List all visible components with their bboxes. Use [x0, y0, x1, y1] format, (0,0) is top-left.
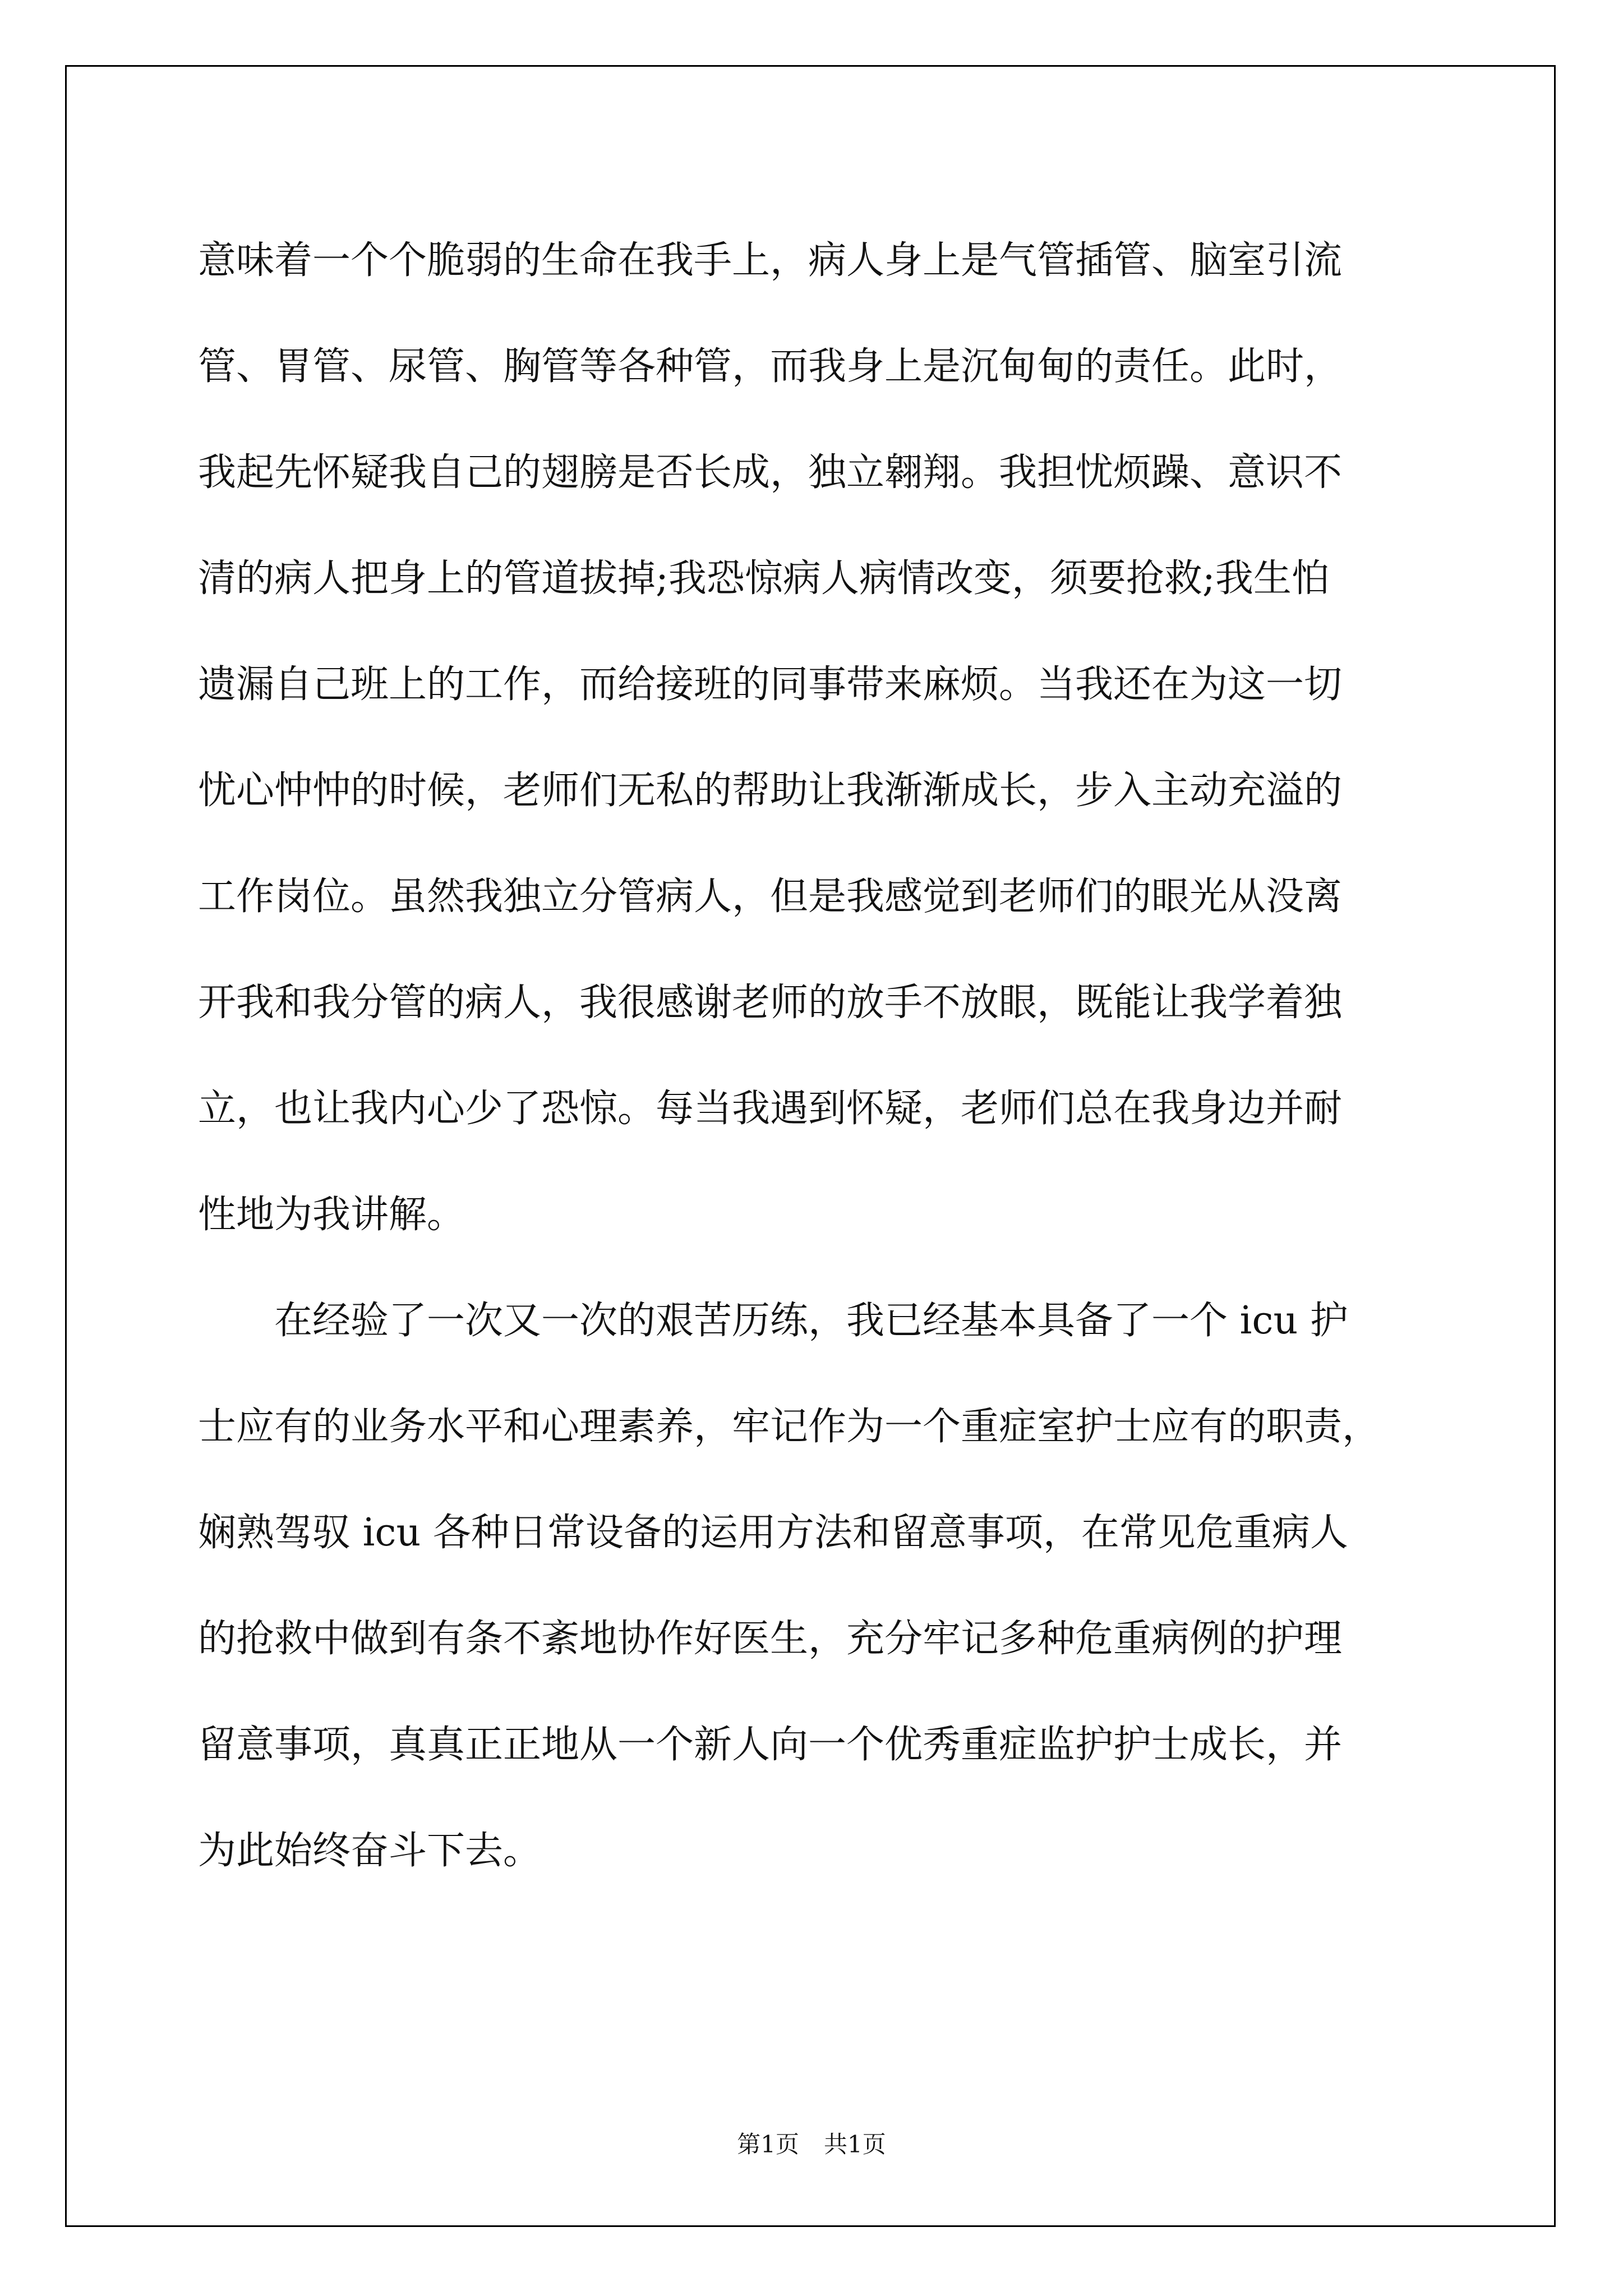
text-line: 娴熟驾驭 icu 各种日常设备的运用方法和留意事项，在常见危重病人 [198, 1511, 1348, 1555]
text-line: 遗漏自己班上的工作，而给接班的同事带来麻烦。当我还在为这一切 [198, 662, 1343, 707]
text-line: 为此始终奋斗下去。 [198, 1829, 542, 1873]
document-body [198, 208, 1460, 1904]
page-total: 共1页 [824, 2131, 886, 2158]
text-line: 清的病人把身上的管道拔掉;我恐惊病人病情改变，须要抢救;我生怕 [198, 556, 1330, 601]
text-line: 性地为我讲解。 [198, 1193, 465, 1237]
text-line: 意味着一个个脆弱的生命在我手上，病人身上是气管插管、脑室引流 [198, 238, 1343, 283]
text-line: 忧心忡忡的时候，老师们无私的帮助让我渐渐成长，步入主动充溢的 [198, 769, 1343, 813]
text-line: 立，也让我内心少了恐惊。每当我遇到怀疑，老师们总在我身边并耐 [198, 1087, 1343, 1131]
text-line: 士应有的业务水平和心理素养，牢记作为一个重症室护士应有的职责， [198, 1405, 1381, 1449]
text-line: 的抢救中做到有条不紊地协作好医生，充分牢记多种危重病例的护理 [198, 1617, 1343, 1661]
page-footer [0, 2126, 1623, 2160]
text-line: 我起先怀疑我自己的翅膀是否长成，独立翱翔。我担忧烦躁、意识不 [198, 450, 1343, 495]
text-line: 管、胃管、尿管、胸管等各种管，而我身上是沉甸甸的责任。此时， [198, 344, 1343, 389]
text-line: 留意事项，真真正正地从一个新人向一个优秀重症监护护士成长，并 [198, 1723, 1343, 1767]
text-line: 工作岗位。虽然我独立分管病人，但是我感觉到老师们的眼光从没离 [198, 875, 1343, 919]
text-line: 开我和我分管的病人，我很感谢老师的放手不放眼，既能让我学着独 [198, 981, 1343, 1025]
page-number: 第1页 [737, 2131, 799, 2158]
text-line: 在经验了一次又一次的艰苦历练，我已经基本具备了一个 icu 护 [198, 1299, 1348, 1343]
